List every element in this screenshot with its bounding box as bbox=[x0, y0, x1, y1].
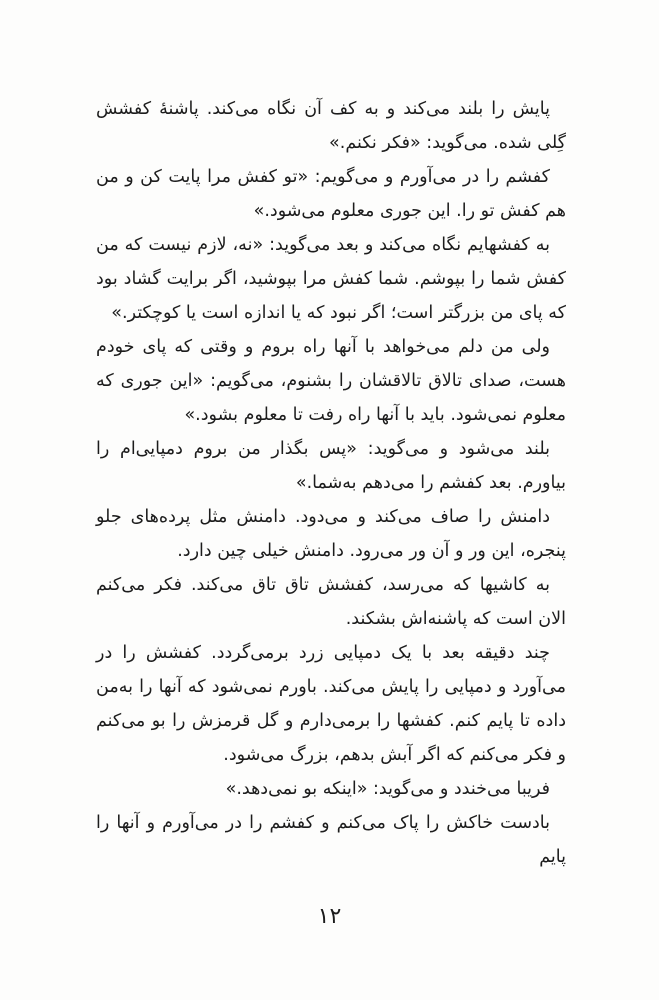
paragraph: چند دقیقه بعد با یک دمپایی زرد برمی‌گردد. کفشش را در می‌آورد و دمپایی را پایش می‌کند. باورم نمی‌شود که آنها را به‌من داده تا پایم کنم. کفشها را برمی‌دارم و گل قرمزش را بو می‌کنم و فکر می‌کنم که اگر آبش بدهم، بزرگ می‌شود. bbox=[96, 643, 566, 765]
paragraph: به کفشهایم نگاه می‌کند و بعد می‌گوید: «نه، لازم نیست که من کفش شما را بپوشم. شما کفش مرا بپوشید، اگر برایت گشاد بود که پای من بزرگتر است؛ اگر نبود که یا اندازه است یا کوچکتر.» bbox=[96, 235, 566, 323]
paragraph: دامنش را صاف می‌کند و می‌دود. دامنش مثل پرده‌های جلو پنجره، این ور و آن ور می‌رود. دامنش خیلی چین دارد. bbox=[96, 507, 566, 561]
paragraph: به کاشیها که می‌رسد، کفشش تاق تاق می‌کند. فکر می‌کنم الان است که پاشنه‌اش بشکند. bbox=[96, 575, 566, 629]
page-number: ۱۲ bbox=[317, 904, 342, 929]
paragraph: بلند می‌شود و می‌گوید: «پس بگذار من بروم دمپایی‌ام را بیاورم. بعد کفشم را می‌دهم به‌شما.» bbox=[96, 439, 566, 493]
paragraph: کفشم را در می‌آورم و می‌گویم: «تو کفش مرا پایت کن و من هم کفش تو را. این جوری معلوم می‌شود.» bbox=[96, 167, 566, 221]
paragraph: پایش را بلند می‌کند و به کف آن نگاه می‌کند. پاشنهٔ کفشش گِلی شده. می‌گوید: «فکر نکنم.» bbox=[96, 99, 566, 153]
paragraph: ولی من دلم می‌خواهد با آنها راه بروم و وقتی که پای خودم هست، صدای تالاق تالاقشان را بشنوم، می‌گویم: «این جوری که معلوم نمی‌شود. باید با آنها راه رفت تا معلوم بشود.» bbox=[96, 337, 566, 425]
page-body-text bbox=[96, 92, 566, 874]
paragraph: بادست خاکش را پاک می‌کنم و کفشم را در می‌آورم و آنها را پایم bbox=[96, 813, 566, 867]
paragraph: فریبا می‌خندد و می‌گوید: «اینکه بو نمی‌دهد.» bbox=[225, 779, 550, 799]
